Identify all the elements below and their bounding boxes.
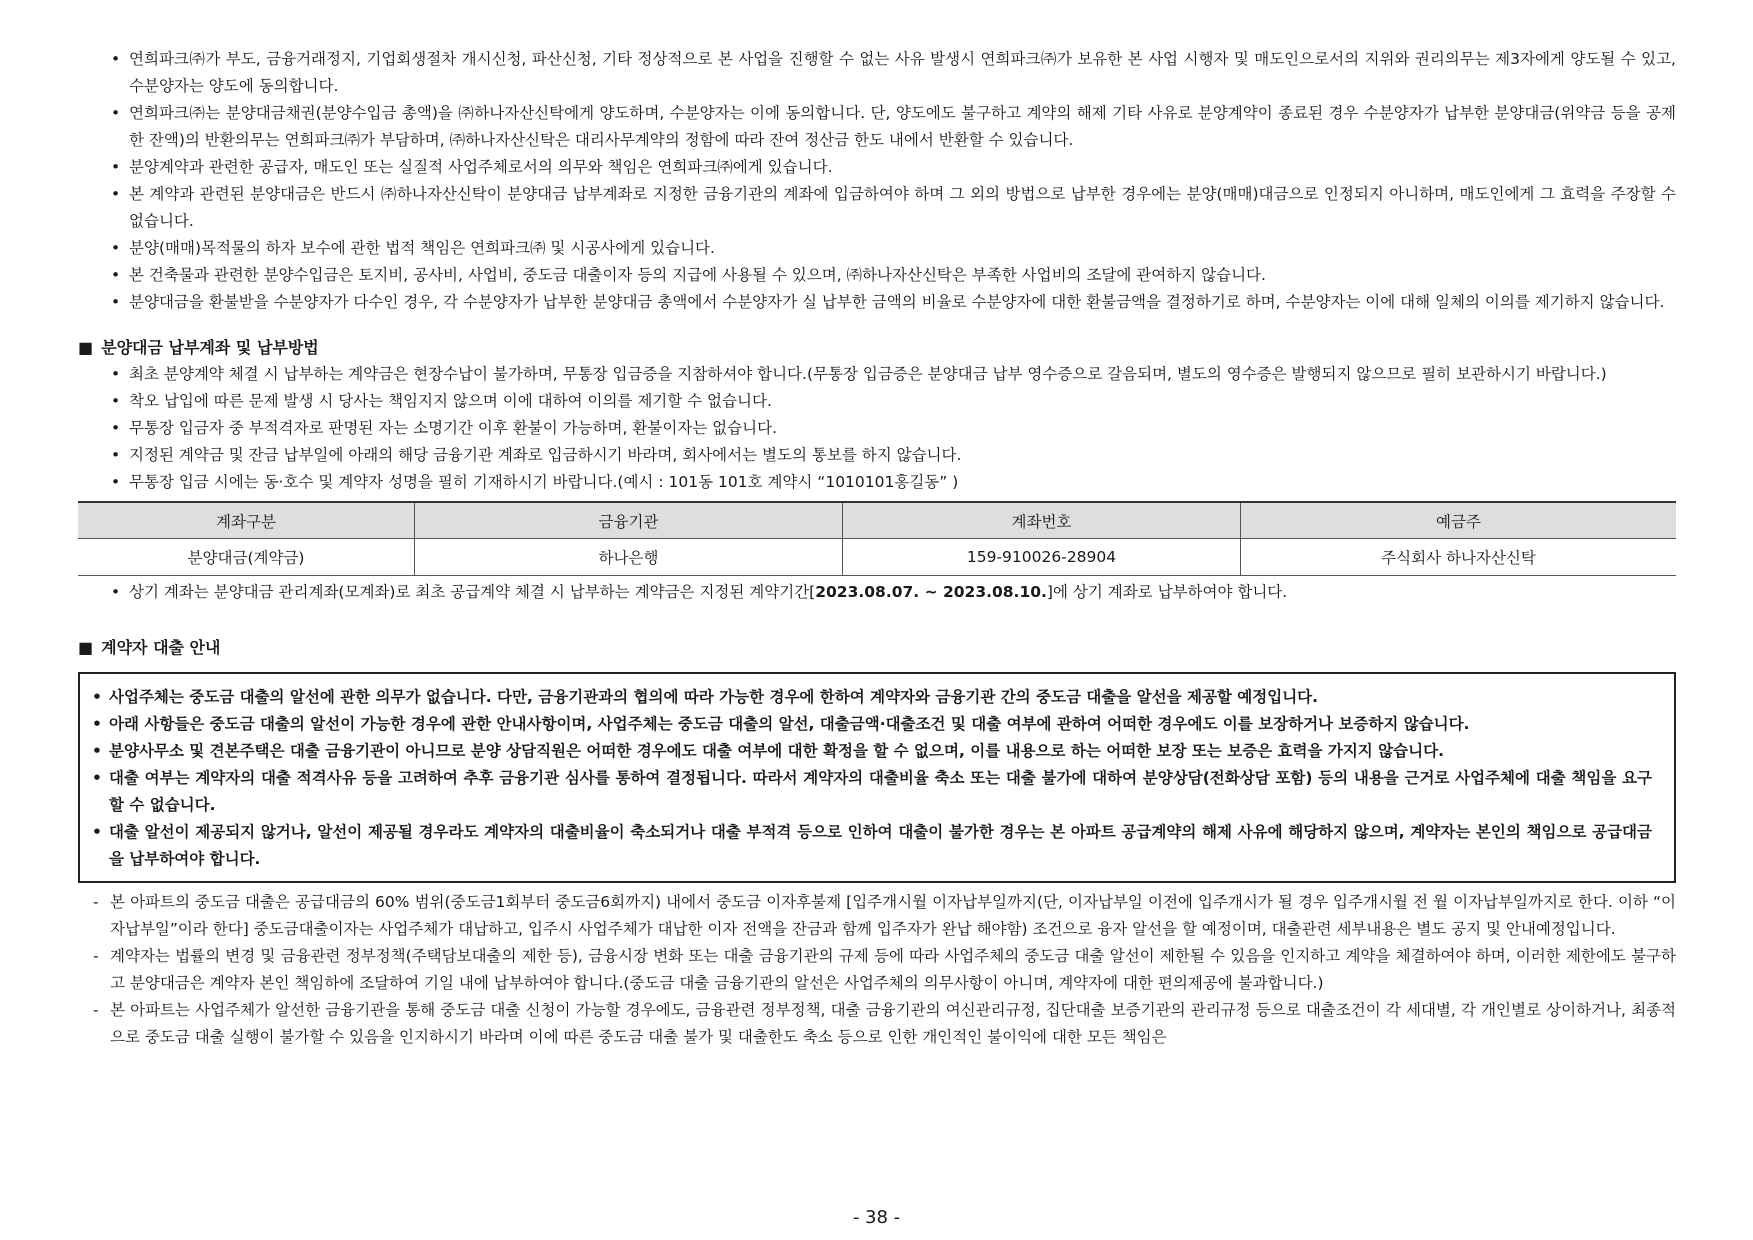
bullet-icon: • bbox=[92, 742, 102, 760]
list-item: • 지정된 계약금 및 잔금 납부일에 아래의 해당 금융기관 계좌로 입금하시기 바라며, 회사에서는 별도의 통보를 하지 않습니다. bbox=[78, 442, 1676, 469]
list-item: - 본 아파트의 중도금 대출은 공급대금의 60% 범위(중도금1회부터 중도금6회까지) 내에서 중도금 이자후불제 [입주개시월 이자납부일까지(단, 이자납부일 이전에 입주개시가 될 경우 입주개시월 전 월 이자납부일까지로 한다. 이하 “이자납부일”이라 한다] 중도금대출이자는 사업주체가 대납하고, 입주시 사업주체가 대납한 이자 전액을 잔금과 함께 입주자가 완납 해야함) 조건으로 융자 알선을 할 예정이며, 대출관련 세부내용은 별도 공지 및 안내예정입니다. bbox=[78, 889, 1676, 943]
list-item: - 본 아파트는 사업주체가 알선한 금융기관을 통해 중도금 대출 신청이 가능할 경우에도, 금융관련 정부정책, 대출 금융기관의 여신관리규정, 집단대출 보증기관의 관리규정 등으로 대출조건이 각 세대별, 각 개인별로 상이하거나, 최종적으로 중도금 대출 실행이 불가할 수 있음을 인지하시기 바라며 이에 따른 중도금 대출 불가 및 대출한도 축소 등으로 인한 개인적인 불이익에 대한 모든 책임은 bbox=[78, 997, 1676, 1051]
bullet-icon: • bbox=[111, 392, 121, 410]
dash-icon: - bbox=[93, 947, 99, 965]
table-cell: 분양대금(계약금) bbox=[78, 539, 415, 576]
loan-detail-list bbox=[78, 889, 1676, 1051]
list-item: • 사업주체는 중도금 대출의 알선에 관한 의무가 없습니다. 다만, 금융기관과의 협의에 따라 가능한 경우에 한하여 계약자와 금융기관 간의 중도금 대출을 알선을 제공할 예정입니다. bbox=[88, 684, 1652, 711]
payment-bullet-list bbox=[78, 361, 1676, 496]
table-cell: 주식회사 하나자산신탁 bbox=[1241, 539, 1677, 576]
list-item: • 분양대금을 환불받을 수분양자가 다수인 경우, 각 수분양자가 납부한 분양대금 총액에서 수분양자가 실 납부한 금액의 비율로 수분양자에 대한 환불금액을 결정하기로 하며, 수분양자는 이에 대해 일체의 이의를 제기하지 않습니다. bbox=[78, 289, 1676, 316]
square-bullet-icon: ■ bbox=[78, 338, 94, 357]
list-item: • 연희파크㈜는 분양대금채권(분양수입금 총액)을 ㈜하나자산신탁에게 양도하며, 수분양자는 이에 동의합니다. 단, 양도에도 불구하고 계약의 해제 기타 사유로 분양계약이 종료된 경우 수분양자가 납부한 분양대금(위약금 등을 공제한 잔액)의 반환의무는 연희파크㈜가 부담하며, ㈜하나자산신탁은 대리사무계약의 정함에 따라 잔여 정산금 한도 내에서 반환할 수 있습니다. bbox=[78, 100, 1676, 154]
column-header: 예금주 bbox=[1241, 502, 1677, 539]
table-cell: 하나은행 bbox=[415, 539, 843, 576]
bullet-icon: • bbox=[92, 823, 102, 841]
column-header: 계좌번호 bbox=[843, 502, 1241, 539]
list-item: • 아래 사항들은 중도금 대출의 알선이 가능한 경우에 관한 안내사항이며, 사업주체는 중도금 대출의 알선, 대출금액·대출조건 및 대출 여부에 관하여 어떠한 경우에도 이를 보장하거나 보증하지 않습니다. bbox=[88, 711, 1652, 738]
bullet-icon: • bbox=[111, 293, 121, 311]
dash-icon: - bbox=[93, 1001, 99, 1019]
table-row bbox=[78, 539, 1676, 576]
bullet-icon: • bbox=[111, 266, 121, 284]
list-item: • 대출 알선이 제공되지 않거나, 알선이 제공될 경우라도 계약자의 대출비율이 축소되거나 대출 부적격 등으로 인하여 대출이 불가한 경우는 본 아파트 공급계약의 해제 사유에 해당하지 않으며, 계약자는 본인의 책임으로 공급대금을 납부하여야 합니다. bbox=[88, 819, 1652, 873]
list-item: • 상기 계좌는 분양대금 관리계좌(모계좌)로 최초 공급계약 체결 시 납부하는 계약금은 지정된 계약기간[2023.08.07. ~ 2023.08.10.]에 상기 계좌로 납부하여야 합니다. bbox=[78, 579, 1676, 606]
bullet-icon: • bbox=[111, 158, 121, 176]
intro-bullet-list bbox=[78, 46, 1676, 316]
list-item: • 연희파크㈜가 부도, 금융거래정지, 기업회생절차 개시신청, 파산신청, 기타 정상적으로 본 사업을 진행할 수 없는 사유 발생시 연희파크㈜가 보유한 본 사업 시행자 및 매도인으로서의 지위와 권리의무는 제3자에게 양도될 수 있고, 수분양자는 양도에 동의합니다. bbox=[78, 46, 1676, 100]
account-note-list bbox=[78, 579, 1676, 606]
bullet-icon: • bbox=[111, 239, 121, 257]
table-header-row bbox=[78, 502, 1676, 539]
section-heading-loan-guide: ■ 계약자 대출 안내 bbox=[78, 638, 221, 657]
list-item: • 분양(매매)목적물의 하자 보수에 관한 법적 책임은 연희파크㈜ 및 시공사에게 있습니다. bbox=[78, 235, 1676, 262]
bullet-icon: • bbox=[111, 446, 121, 464]
bullet-icon: • bbox=[111, 365, 121, 383]
page-number: - 38 - bbox=[852, 1207, 901, 1228]
bullet-icon: • bbox=[111, 185, 121, 203]
bullet-icon: • bbox=[111, 473, 121, 491]
list-item: • 본 계약과 관련된 분양대금은 반드시 ㈜하나자산신탁이 분양대금 납부계좌로 지정한 금융기관의 계좌에 입금하여야 하며 그 외의 방법으로 납부한 경우에는 분양(매매)대금으로 인정되지 아니하며, 매도인에게 그 효력을 주장할 수 없습니다. bbox=[78, 181, 1676, 235]
contract-period: 2023.08.07. ~ 2023.08.10. bbox=[815, 583, 1047, 601]
list-item: • 분양사무소 및 견본주택은 대출 금융기관이 아니므로 분양 상담직원은 어떠한 경우에도 대출 여부에 대한 확정을 할 수 없으며, 이를 내용으로 하는 어떠한 보장 또는 보증은 효력을 가지지 않습니다. bbox=[88, 738, 1652, 765]
dash-icon: - bbox=[93, 893, 99, 911]
square-bullet-icon: ■ bbox=[78, 638, 94, 657]
list-item: - 계약자는 법률의 변경 및 금융관련 정부정책(주택담보대출의 제한 등), 금융시장 변화 또는 대출 금융기관의 규제 등에 따라 사업주체의 중도금 대출 알선이 제한될 수 있음을 인지하고 계약을 체결하여야 하며, 이러한 제한에도 불구하고 분양대금은 계약자 본인 책임하에 조달하여 기일 내에 납부하여야 합니다.(중도금 대출 금융기관의 알선은 사업주체의 의무사항이 아니며, 계약자에 대한 편의제공에 불과합니다.) bbox=[78, 943, 1676, 997]
table-cell: 159-910026-28904 bbox=[843, 539, 1241, 576]
bullet-icon: • bbox=[111, 583, 121, 601]
list-item: • 착오 납입에 따른 문제 발생 시 당사는 책임지지 않으며 이에 대하여 이의를 제기할 수 없습니다. bbox=[78, 388, 1676, 415]
bullet-icon: • bbox=[92, 769, 102, 787]
bullet-icon: • bbox=[92, 715, 102, 733]
bullet-icon: • bbox=[111, 50, 121, 68]
list-item: • 무통장 입금자 중 부적격자로 판명된 자는 소명기간 이후 환불이 가능하며, 환불이자는 없습니다. bbox=[78, 415, 1676, 442]
bullet-icon: • bbox=[111, 104, 121, 122]
payment-account-table bbox=[78, 501, 1676, 576]
bullet-icon: • bbox=[92, 688, 102, 706]
section-heading-payment-account: ■ 분양대금 납부계좌 및 납부방법 bbox=[78, 338, 319, 357]
list-item: • 대출 여부는 계약자의 대출 적격사유 등을 고려하여 추후 금융기관 심사를 통하여 결정됩니다. 따라서 계약자의 대출비율 축소 또는 대출 불가에 대하여 분양상담(전화상담 포함) 등의 내용을 근거로 사업주체에 대출 책임을 요구할 수 없습니다. bbox=[88, 765, 1652, 819]
column-header: 계좌구분 bbox=[78, 502, 415, 539]
document-page bbox=[78, 46, 1676, 1051]
loan-notice-box bbox=[78, 672, 1676, 883]
list-item: • 분양계약과 관련한 공급자, 매도인 또는 실질적 사업주체로서의 의무와 책임은 연희파크㈜에게 있습니다. bbox=[78, 154, 1676, 181]
bullet-icon: • bbox=[111, 419, 121, 437]
column-header: 금융기관 bbox=[415, 502, 843, 539]
list-item: • 본 건축물과 관련한 분양수입금은 토지비, 공사비, 사업비, 중도금 대출이자 등의 지급에 사용될 수 있으며, ㈜하나자산신탁은 부족한 사업비의 조달에 관여하지 않습니다. bbox=[78, 262, 1676, 289]
loan-notice-list bbox=[88, 684, 1652, 873]
list-item: • 최초 분양계약 체결 시 납부하는 계약금은 현장수납이 불가하며, 무통장 입금증을 지참하셔야 합니다.(무통장 입금증은 분양대금 납부 영수증으로 갈음되며, 별도의 영수증은 발행되지 않으므로 필히 보관하시기 바랍니다.) bbox=[78, 361, 1676, 388]
list-item: • 무통장 입금 시에는 동·호수 및 계약자 성명을 필히 기재하시기 바랍니다.(예시 : 101동 101호 계약시 “1010101홍길동” ) bbox=[78, 469, 1676, 496]
